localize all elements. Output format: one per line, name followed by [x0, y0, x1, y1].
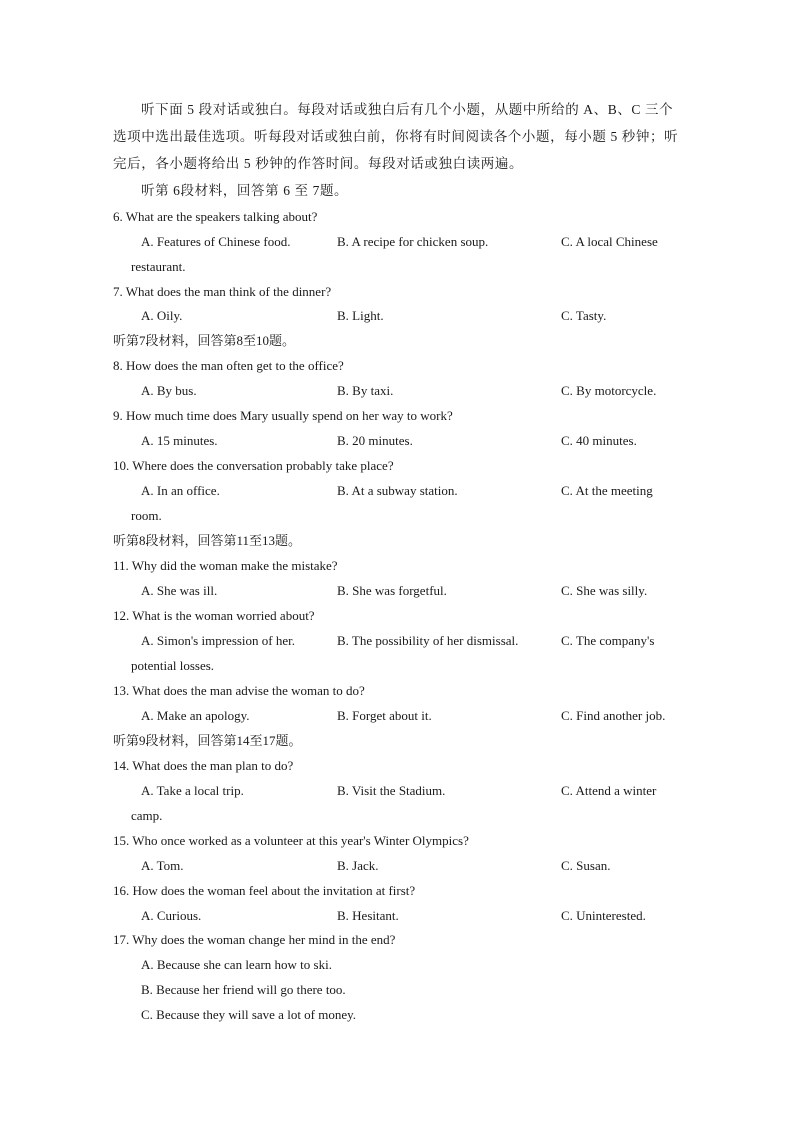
- question-17-option-b[interactable]: B. Because her friend will go there too.: [141, 982, 346, 997]
- question-6-stem: 6. What are the speakers talking about?: [113, 209, 318, 224]
- question-6-option-c-continued: restaurant.: [131, 259, 186, 274]
- question-10-stem: 10. Where does the conversation probably take place?: [113, 458, 394, 473]
- question-16-option-b[interactable]: B. Hesitant.: [337, 908, 399, 923]
- question-11-stem: 11. Why did the woman make the mistake?: [113, 558, 338, 573]
- question-11-option-a[interactable]: A. She was ill.: [141, 583, 218, 598]
- question-8-option-c[interactable]: C. By motorcycle.: [561, 383, 657, 398]
- question-7-stem: 7. What does the man think of the dinner?: [113, 284, 332, 299]
- question-12-option-c-continued: potential losses.: [131, 658, 215, 673]
- section-heading-7: 听第7段材料，回答第8至10题。: [113, 333, 296, 348]
- question-14-option-a[interactable]: A. Take a local trip.: [141, 783, 244, 798]
- question-14-option-c-continued: camp.: [131, 808, 163, 823]
- question-17-option-a[interactable]: A. Because she can learn how to ski.: [141, 957, 332, 972]
- question-14-stem: 14. What does the man plan to do?: [113, 758, 294, 773]
- question-9-option-c[interactable]: C. 40 minutes.: [561, 433, 637, 448]
- intro-line-1: 听下面 5 段对话或独白。每段对话或独白后有几个小题，从题中所给的 A、B、C 三个: [141, 102, 674, 117]
- question-12-option-a[interactable]: A. Simon's impression of her.: [141, 633, 296, 648]
- question-10-option-b[interactable]: B. At a subway station.: [337, 483, 458, 498]
- question-14-option-b[interactable]: B. Visit the Stadium.: [337, 783, 446, 798]
- question-12-option-c[interactable]: C. The company's: [561, 633, 655, 648]
- question-17-option-c[interactable]: C. Because they will save a lot of money.: [141, 1007, 357, 1022]
- question-14-option-c[interactable]: C. Attend a winter: [561, 783, 657, 798]
- question-16-option-c[interactable]: C. Uninterested.: [561, 908, 646, 923]
- question-8-option-b[interactable]: B. By taxi.: [337, 383, 394, 398]
- question-17-stem: 17. Why does the woman change her mind in the end?: [113, 932, 396, 947]
- section-heading-8: 听第8段材料，回答第11至13题。: [113, 533, 302, 548]
- question-10-option-c-continued: room.: [131, 508, 162, 523]
- intro-line-3: 完后，各小题将给出 5 秒钟的作答时间。每段对话或独白读两遍。: [113, 156, 524, 171]
- question-15-option-b[interactable]: B. Jack.: [337, 858, 379, 873]
- question-13-option-b[interactable]: B. Forget about it.: [337, 708, 432, 723]
- question-8-stem: 8. How does the man often get to the office?: [113, 358, 344, 373]
- question-7-option-c[interactable]: C. Tasty.: [561, 308, 607, 323]
- question-10-option-a[interactable]: A. In an office.: [141, 483, 220, 498]
- question-15-option-c[interactable]: C. Susan.: [561, 858, 611, 873]
- question-8-option-a[interactable]: A. By bus.: [141, 383, 197, 398]
- question-7-option-a[interactable]: A. Oily.: [141, 308, 183, 323]
- section-heading-6: 听第 6段材料，回答第 6 至 7题。: [141, 183, 349, 198]
- question-6-option-c[interactable]: C. A local Chinese: [561, 234, 658, 249]
- question-16-stem: 16. How does the woman feel about the invitation at first?: [113, 883, 416, 898]
- question-6-option-a[interactable]: A. Features of Chinese food.: [141, 234, 291, 249]
- question-7-option-b[interactable]: B. Light.: [337, 308, 384, 323]
- question-16-option-a[interactable]: A. Curious.: [141, 908, 202, 923]
- question-10-option-c[interactable]: C. At the meeting: [561, 483, 653, 498]
- question-13-option-c[interactable]: C. Find another job.: [561, 708, 666, 723]
- question-9-option-a[interactable]: A. 15 minutes.: [141, 433, 218, 448]
- question-13-option-a[interactable]: A. Make an apology.: [141, 708, 250, 723]
- intro-line-2: 选项中选出最佳选项。听每段对话或独白前，你将有时间阅读各个小题，每小题 5 秒钟；听: [113, 129, 679, 144]
- question-12-option-b[interactable]: B. The possibility of her dismissal.: [337, 633, 519, 648]
- question-6-option-b[interactable]: B. A recipe for chicken soup.: [337, 234, 489, 249]
- question-9-stem: 9. How much time does Mary usually spend on her way to work?: [113, 408, 453, 423]
- question-12-stem: 12. What is the woman worried about?: [113, 608, 315, 623]
- question-15-option-a[interactable]: A. Tom.: [141, 858, 184, 873]
- question-9-option-b[interactable]: B. 20 minutes.: [337, 433, 413, 448]
- question-13-stem: 13. What does the man advise the woman to do?: [113, 683, 365, 698]
- question-15-stem: 15. Who once worked as a volunteer at this year's Winter Olympics?: [113, 833, 469, 848]
- question-11-option-c[interactable]: C. She was silly.: [561, 583, 648, 598]
- question-11-option-b[interactable]: B. She was forgetful.: [337, 583, 447, 598]
- section-heading-9: 听第9段材料，回答第14至17题。: [113, 733, 302, 748]
